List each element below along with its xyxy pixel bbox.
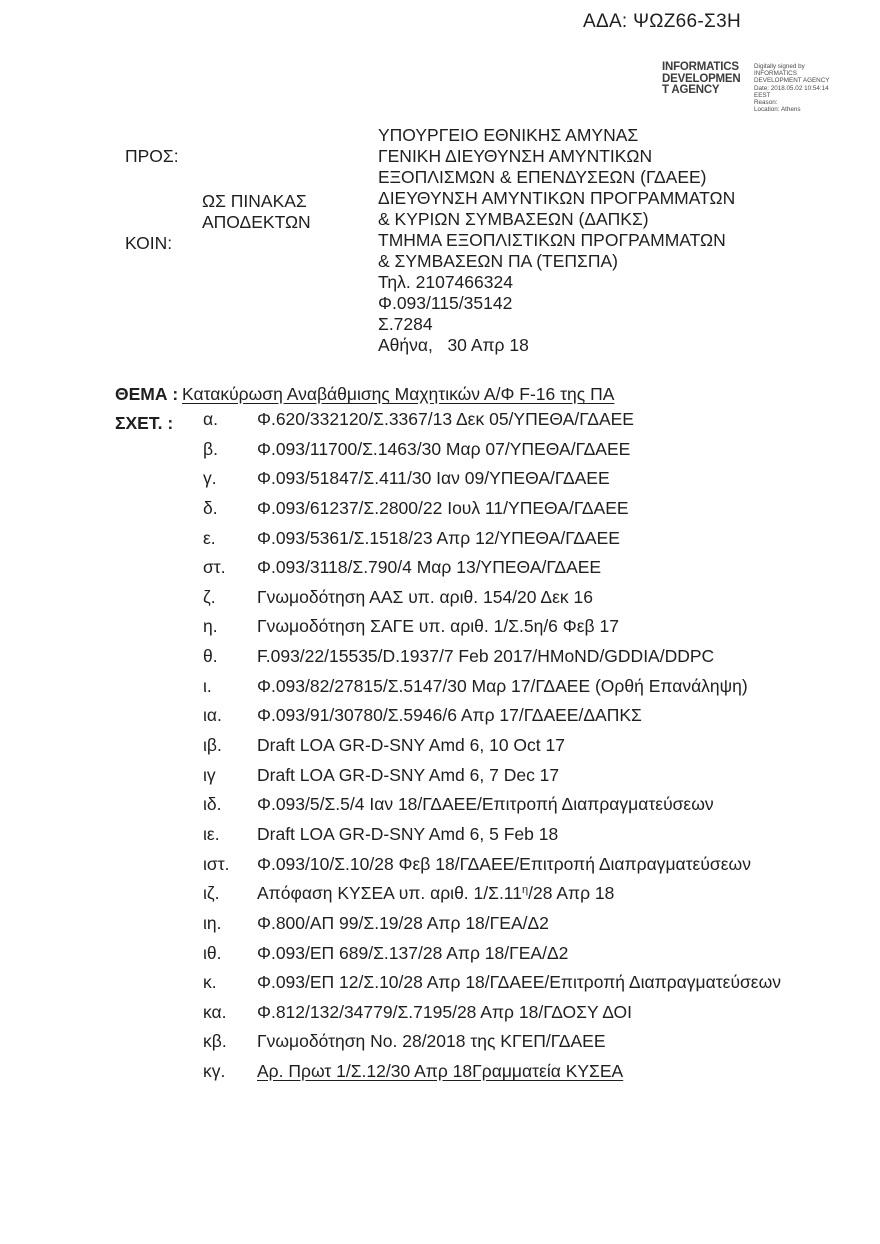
reference-text: Φ.093/10/Σ.10/28 Φεβ 18/ΓΔΑΕΕ/Επιτροπή Διαπραγματεύσεων bbox=[257, 853, 751, 874]
reference-text: Φ.093/5/Σ.5/4 Ιαν 18/ΓΔΑΕΕ/Επιτροπή Διαπραγματεύσεων bbox=[257, 794, 714, 815]
references-label: ΣΧΕΤ. : bbox=[115, 413, 174, 433]
reference-letter: η. bbox=[203, 616, 218, 637]
signature-agency-line: T AGENCY bbox=[662, 84, 720, 96]
signature-detail-line: Digitally signed by bbox=[754, 63, 805, 70]
recipient-protocol-line: Φ.093/115/35142 bbox=[378, 293, 513, 313]
recipient-address-line: ΤΜΗΜΑ ΕΞΟΠΛΙΣΤΙΚΩΝ ΠΡΟΓΡΑΜΜΑΤΩΝ bbox=[378, 230, 726, 250]
ada-reference: ΑΔΑ: ΨΩΖ66-Σ3Η bbox=[583, 11, 741, 32]
reference-item bbox=[203, 794, 843, 824]
recipient-address-line: & ΚΥΡΙΩΝ ΣΥΜΒΑΣΕΩΝ (ΔΑΠΚΣ) bbox=[378, 209, 649, 229]
reference-item bbox=[203, 824, 843, 854]
reference-letter: ζ. bbox=[203, 586, 216, 607]
subject-text: Κατακύρωση Αναβάθμισης Μαχητικών Α/Φ F-16 της ΠΑ bbox=[182, 384, 615, 404]
reference-item bbox=[203, 883, 843, 913]
signature-detail-line: INFORMATICS bbox=[754, 70, 797, 78]
signature-detail-line: Reason: bbox=[754, 99, 778, 107]
recipient-label-koin: ΚΟΙΝ: bbox=[125, 233, 173, 253]
recipient-address-line: ΓΕΝΙΚΗ ΔΙΕΥΘΥΝΣΗ ΑΜΥΝΤΙΚΩΝ bbox=[378, 146, 653, 166]
reference-letter: ιη. bbox=[203, 912, 222, 933]
reference-letter: θ. bbox=[203, 646, 218, 667]
reference-item bbox=[203, 1002, 843, 1032]
reference-item bbox=[203, 1031, 843, 1061]
signature-details bbox=[754, 62, 874, 113]
reference-letter: κα. bbox=[203, 1001, 227, 1022]
reference-letter: ι. bbox=[203, 675, 212, 696]
recipient-address-line: & ΣΥΜΒΑΣΕΩΝ ΠΑ (ΤΕΠΣΠΑ) bbox=[378, 251, 619, 271]
reference-text: Φ.093/5361/Σ.1518/23 Απρ 12/ΥΠΕΘΑ/ΓΔΑΕΕ bbox=[257, 527, 620, 548]
reference-text: Γνωμοδότηση ΑΑΣ υπ. αριθ. 154/20 Δεκ 16 bbox=[257, 586, 593, 607]
reference-item bbox=[203, 1061, 843, 1091]
recipient-phone-line: Τηλ. 2107466324 bbox=[378, 272, 513, 292]
reference-letter: ιβ. bbox=[203, 735, 222, 756]
reference-item bbox=[203, 854, 843, 884]
reference-text: Φ.093/82/27815/Σ.5147/30 Μαρ 17/ΓΔΑΕΕ (Ορθή Επανάληψη) bbox=[257, 675, 748, 696]
recipient-protocol-line: Σ.7284 bbox=[378, 314, 433, 334]
reference-text-superscript: η bbox=[521, 884, 529, 897]
reference-text-part: Απόφαση ΚΥΣΕΑ υπ. αριθ. 1/Σ.11 bbox=[257, 883, 522, 904]
reference-item bbox=[203, 616, 843, 646]
reference-letter: β. bbox=[203, 438, 218, 459]
reference-letter: ιθ. bbox=[203, 942, 222, 963]
reference-text: Φ.093/3118/Σ.790/4 Μαρ 13/ΥΠΕΘΑ/ΓΔΑΕΕ bbox=[257, 557, 602, 578]
reference-item bbox=[203, 528, 843, 558]
references-list bbox=[203, 409, 843, 1091]
reference-text: Φ.093/91/30780/Σ.5946/6 Απρ 17/ΓΔΑΕΕ/ΔΑΠΚΣ bbox=[257, 705, 642, 726]
reference-item bbox=[203, 765, 843, 795]
reference-item bbox=[203, 943, 843, 973]
distribution-note-line: ΩΣ ΠΙΝΑΚΑΣ bbox=[202, 191, 307, 211]
reference-text: Φ.620/332120/Σ.3367/13 Δεκ 05/ΥΠΕΘΑ/ΓΔΑΕΕ bbox=[257, 409, 634, 429]
recipient-address-line: ΕΞΟΠΛΙΣΜΩΝ & ΕΠΕΝΔΥΣΕΩΝ (ΓΔΑΕΕ) bbox=[378, 167, 707, 187]
reference-text bbox=[257, 1061, 843, 1082]
reference-letter: ιγ bbox=[203, 764, 216, 785]
signature-detail-line: EEST bbox=[754, 91, 771, 99]
signature-detail-line: Date: 2018.05.02 10:54:14 bbox=[754, 84, 829, 92]
reference-text: Draft LOA GR-D-SNY Amd 6, 5 Feb 18 bbox=[257, 823, 559, 844]
reference-item bbox=[203, 409, 843, 439]
reference-text-part: /28 Απρ 18 bbox=[528, 883, 615, 904]
reference-text: Φ.093/ΕΠ 12/Σ.10/28 Απρ 18/ΓΔΑΕΕ/Επιτροπή Διαπραγματεύσεων bbox=[257, 972, 782, 993]
signature-agency-line: DEVELOPMEN bbox=[662, 72, 741, 85]
reference-text: Φ.812/132/34779/Σ.7195/28 Απρ 18/ΓΔΟΣΥ ΔΟΙ bbox=[257, 1001, 633, 1022]
reference-text: Φ.093/51847/Σ.411/30 Ιαν 09/ΥΠΕΘΑ/ΓΔΑΕΕ bbox=[257, 468, 610, 489]
signature-detail-line: Location: Athens bbox=[754, 106, 801, 114]
recipient-date-line: Αθήνα, 30 Απρ 18 bbox=[378, 335, 529, 355]
reference-text: Φ.800/ΑΠ 99/Σ.19/28 Απρ 18/ΓΕΑ/Δ2 bbox=[257, 912, 549, 933]
signature-detail-line: DEVELOPMENT AGENCY bbox=[754, 77, 830, 85]
signature-agency-line: INFORMATICS bbox=[662, 61, 739, 73]
reference-text: Φ.093/ΕΠ 689/Σ.137/28 Απρ 18/ΓΕΑ/Δ2 bbox=[257, 942, 569, 963]
reference-letter: ε. bbox=[203, 527, 216, 548]
distribution-note-line: ΑΠΟΔΕΚΤΩΝ bbox=[202, 212, 311, 232]
reference-text: Γνωμοδότηση No. 28/2018 της ΚΓΕΠ/ΓΔΑΕΕ bbox=[257, 1031, 606, 1052]
reference-item bbox=[203, 587, 843, 617]
reference-item bbox=[203, 972, 843, 1002]
reference-letter: γ. bbox=[203, 468, 217, 489]
digital-signature-stamp bbox=[662, 62, 874, 113]
reference-item bbox=[203, 468, 843, 498]
reference-letter: στ. bbox=[203, 557, 226, 578]
recipient-label-pros: ΠΡΟΣ: bbox=[125, 146, 179, 166]
reference-item bbox=[203, 498, 843, 528]
recipient-address-block bbox=[378, 125, 735, 356]
reference-item bbox=[203, 705, 843, 735]
reference-letter: ιστ. bbox=[203, 853, 230, 874]
signature-agency-name bbox=[662, 62, 754, 113]
reference-letter: ιε. bbox=[203, 823, 220, 844]
reference-item bbox=[203, 676, 843, 706]
reference-letter: κβ. bbox=[203, 1031, 227, 1052]
recipient-address-line: ΥΠΟΥΡΓΕΙΟ ΕΘΝΙΚΗΣ ΑΜΥΝΑΣ bbox=[378, 125, 639, 145]
reference-text: Γνωμοδότηση ΣΑΓΕ υπ. αριθ. 1/Σ.5η/6 Φεβ 17 bbox=[257, 616, 619, 637]
reference-text: Φ.093/61237/Σ.2800/22 Ιουλ 11/ΥΠΕΘΑ/ΓΔΑΕΕ bbox=[257, 497, 629, 518]
reference-letter: ιδ. bbox=[203, 794, 222, 815]
reference-letter: ια. bbox=[203, 705, 222, 726]
reference-item bbox=[203, 646, 843, 676]
reference-letter: κ. bbox=[203, 972, 217, 993]
reference-letter: δ. bbox=[203, 497, 218, 518]
reference-item bbox=[203, 735, 843, 765]
reference-text bbox=[257, 883, 843, 904]
reference-text: Draft LOA GR-D-SNY Amd 6, 10 Oct 17 bbox=[257, 735, 565, 756]
reference-text-part: Αρ. Πρωτ 1/Σ.12/30 Απρ 18Γραμματεία ΚΥΣΕΑ bbox=[257, 1061, 624, 1082]
reference-item bbox=[203, 913, 843, 943]
subject-label: ΘΕΜΑ : bbox=[115, 384, 179, 404]
recipient-address-line: ΔΙΕΥΘΥΝΣΗ ΑΜΥΝΤΙΚΩΝ ΠΡΟΓΡΑΜΜΑΤΩΝ bbox=[378, 188, 736, 208]
reference-letter: ιζ. bbox=[203, 883, 220, 904]
reference-text: Draft LOA GR-D-SNY Amd 6, 7 Dec 17 bbox=[257, 764, 560, 785]
reference-letter: α. bbox=[203, 409, 218, 429]
reference-item bbox=[203, 557, 843, 587]
reference-letter: κγ. bbox=[203, 1061, 226, 1082]
reference-text: F.093/22/15535/D.1937/7 Feb 2017/HMoND/GDDIA/DDPC bbox=[257, 646, 715, 667]
reference-text: Φ.093/11700/Σ.1463/30 Μαρ 07/ΥΠΕΘΑ/ΓΔΑΕΕ bbox=[257, 438, 631, 459]
reference-item bbox=[203, 439, 843, 469]
